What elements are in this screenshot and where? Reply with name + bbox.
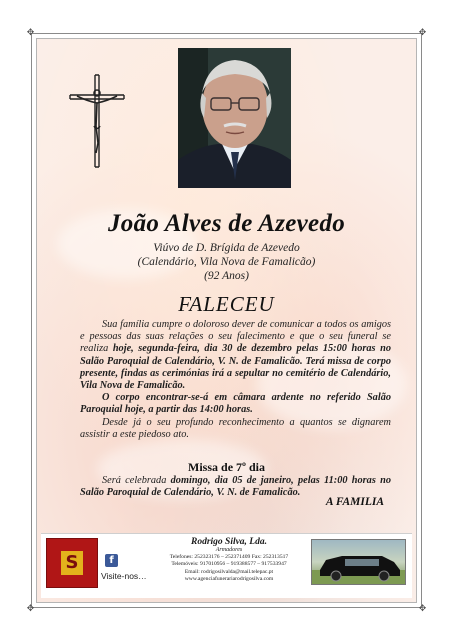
agency-email[interactable]: Email: rodrigosilvalda@mail.telepac.pt (184, 568, 274, 575)
corner-ornament-icon: ✥ (26, 27, 35, 37)
thanks-paragraph: Desde já o seu profundo reconhecimento a quantos se dignarem assistir a este piedoso ato. (80, 416, 391, 440)
corner-ornament-icon: ✥ (418, 603, 427, 613)
corner-ornament-icon: ✥ (26, 603, 35, 613)
widow-of-line: Viúvo de D. Brígida de Azevedo (153, 242, 300, 254)
agency-contact (149, 537, 309, 583)
portrait-photo (178, 48, 291, 188)
agency-role: Armadores (215, 547, 243, 553)
agency-logo (46, 538, 98, 588)
age-line: (92 Anos) (204, 270, 249, 282)
family-signature: A FAMILIA (325, 496, 384, 508)
missa-heading: Missa de 7º dia (188, 460, 265, 474)
missa-details: , dia 05 de janeiro, pelas 11:00 horas no Salão Paroquial de Calendário, V. N. de Famalicão. (80, 475, 391, 499)
missa-text-intro: Será celebrada (102, 475, 171, 486)
wake-time: hoje, a partir das 14:00 horas. (124, 404, 253, 416)
agency-name: Rodrigo Silva, Lda. (190, 537, 267, 547)
funeral-text-details: hoje, segunda-feira, dia 30 de dezembro pelas 15:00 horas no Salão Paroquial de Calendário, V. N. de Famalicão. Terá missa de corpo presente, findas as cerimónias irá a sepultar no cemitério de Calendário, Vila Nova de Famalicão. (80, 343, 392, 392)
agency-mobiles: Telemóveis: 917010956 – 919388577 – 917533947 (171, 561, 287, 568)
deceased-name: João Alves de Azevedo (107, 210, 346, 237)
funeral-paragraph (80, 319, 391, 392)
obituary-card (26, 27, 427, 613)
funeral-agency-footer (41, 533, 412, 598)
faleceu-heading: FALECEU (178, 292, 275, 316)
logo-dollar-icon: S (61, 551, 83, 575)
wake-text: O corpo encontrar-se-á em câmara ardente no referido Salão Paroquial (80, 392, 391, 416)
missa-day: domingo (170, 475, 208, 486)
corner-ornament-icon: ✥ (418, 27, 427, 37)
wake-paragraph (80, 392, 391, 416)
obituary-panel (36, 38, 417, 603)
crucifix-icon (67, 71, 127, 171)
facebook-icon[interactable]: f (105, 554, 118, 567)
visit-us-link[interactable]: Visite-nos… (101, 571, 147, 581)
funeral-text-intro: Sua família cumpre o doloroso dever de comunicar a todos os amigos e pessoas das suas relações o seu falecimento e que o seu funeral se realiza (80, 319, 391, 355)
announcement-text (80, 319, 391, 441)
location-line: (Calendário, Vila Nova de Famalicão) (137, 256, 316, 268)
agency-phones: Telefones: 252323176 – 252371409 Fax: 252313517 (169, 554, 289, 561)
hearse-photo (311, 539, 406, 585)
agency-website[interactable]: www.agenciafunerariarodrigosilva.com (184, 575, 274, 582)
